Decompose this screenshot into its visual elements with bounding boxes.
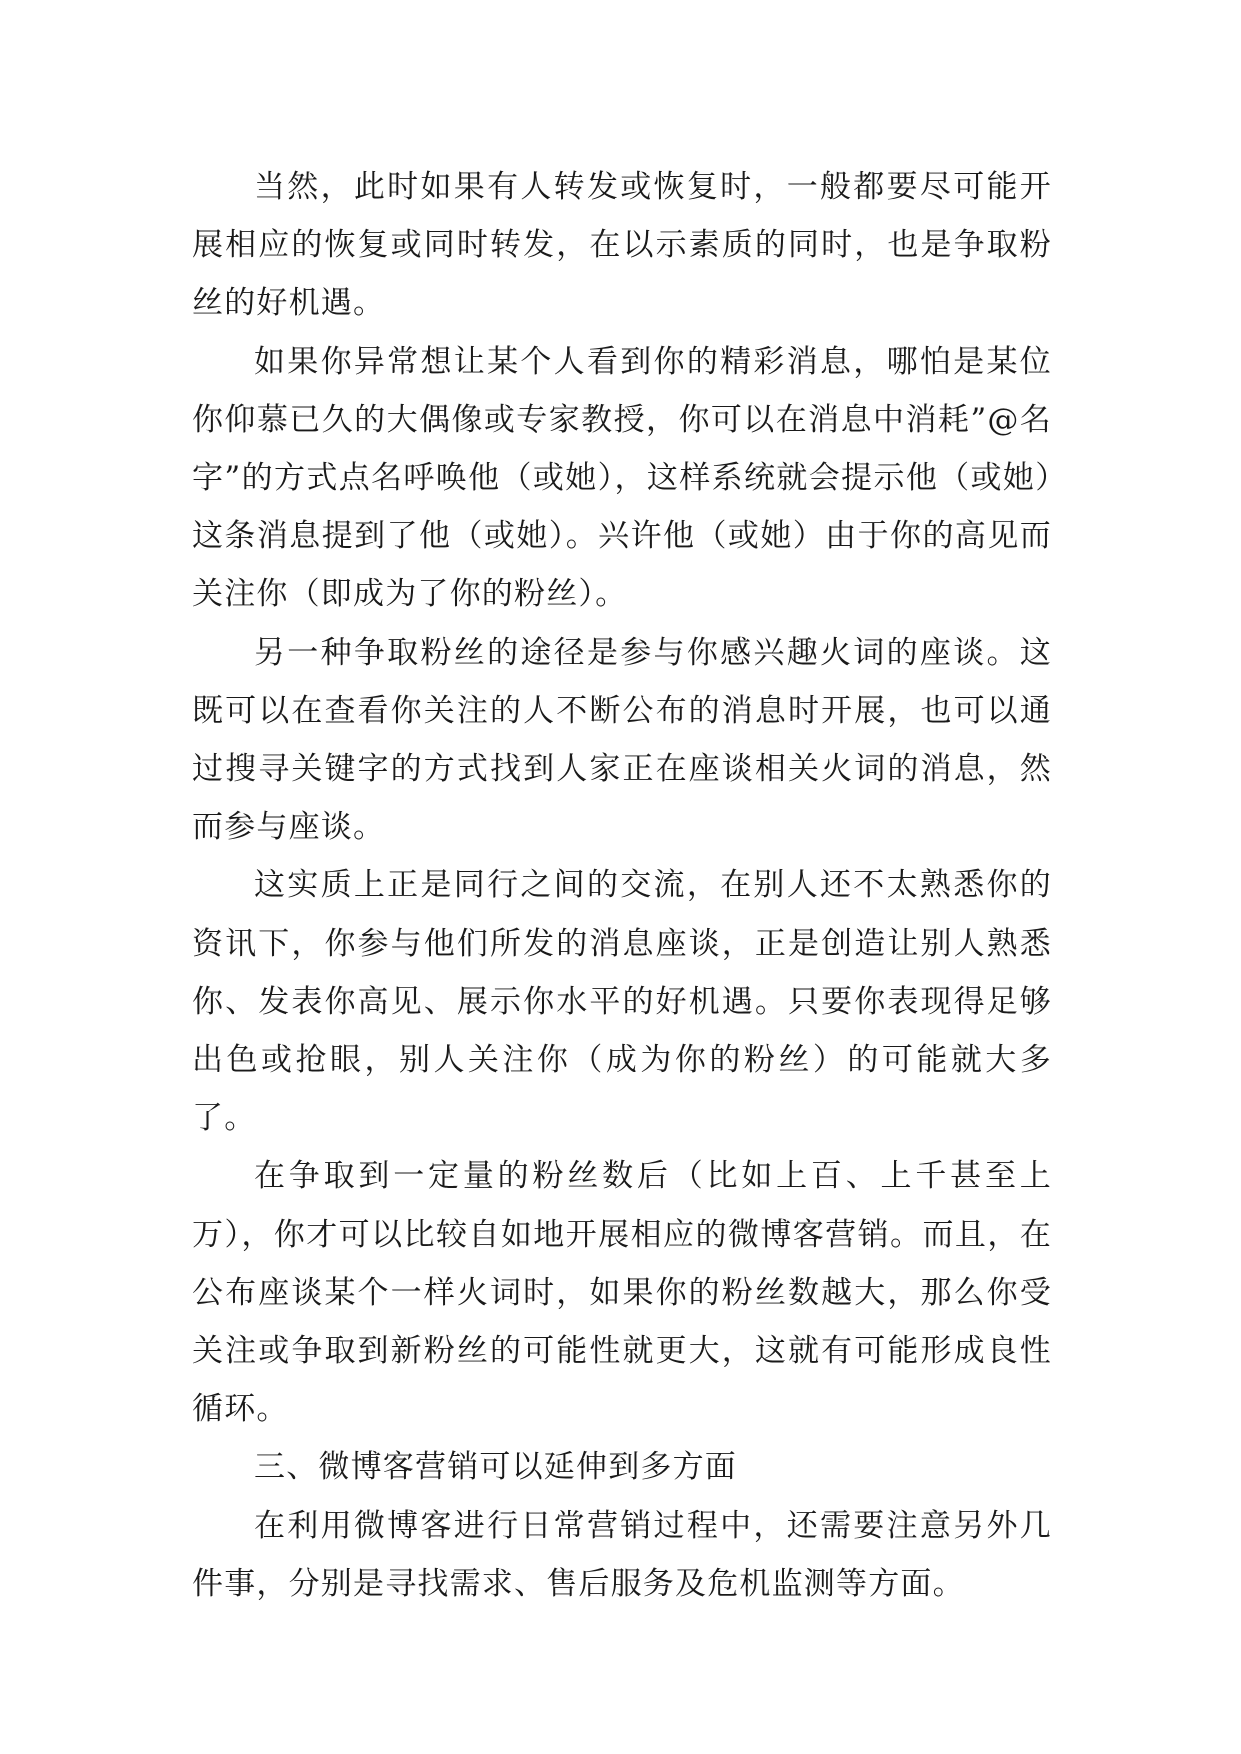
paragraph: 另一种争取粉丝的途径是参与你感兴趣火词的座谈。这既可以在查看你关注的人不断公布的消息时开展，也可以通过搜寻关键字的方式找到人家正在座谈相关火词的消息，然而参与座谈。 <box>192 634 1052 846</box>
paragraph: 当然，此时如果有人转发或恢复时，一般都要尽可能开展相应的恢复或同时转发，在以示素质的同时，也是争取粉丝的好机遇。 <box>192 169 1052 322</box>
document-page <box>192 158 1052 1613</box>
paragraph: 如果你异常想让某个人看到你的精彩消息，哪怕是某位你仰慕已久的大偶像或专家教授，你可以在消息中消耗”@名字”的方式点名呼唤他（或她），这样系统就会提示他（或她）这条消息提到了他（或她）。兴许他（或她）由于你的高见而关注你（即成为了你的粉丝）。 <box>192 343 1052 613</box>
paragraph: 这实质上正是同行之间的交流，在别人还不太熟悉你的资讯下，你参与他们所发的消息座谈，正是创造让别人熟悉你、发表你高见、展示你水平的好机遇。只要你表现得足够出色或抢眼，别人关注你（成为你的粉丝）的可能就大多了。 <box>192 867 1052 1137</box>
paragraph: 在争取到一定量的粉丝数后（比如上百、上千甚至上万），你才可以比较自如地开展相应的微博客营销。而且，在公布座谈某个一样火词时，如果你的粉丝数越大，那么你受关注或争取到新粉丝的可能性就更大，这就有可能形成良性循环。 <box>192 1158 1052 1428</box>
paragraph: 在利用微博客进行日常营销过程中，还需要注意另外几件事，分别是寻找需求、售后服务及危机监测等方面。 <box>192 1507 1052 1602</box>
section-heading: 三、微博客营销可以延伸到多方面 <box>254 1449 737 1486</box>
